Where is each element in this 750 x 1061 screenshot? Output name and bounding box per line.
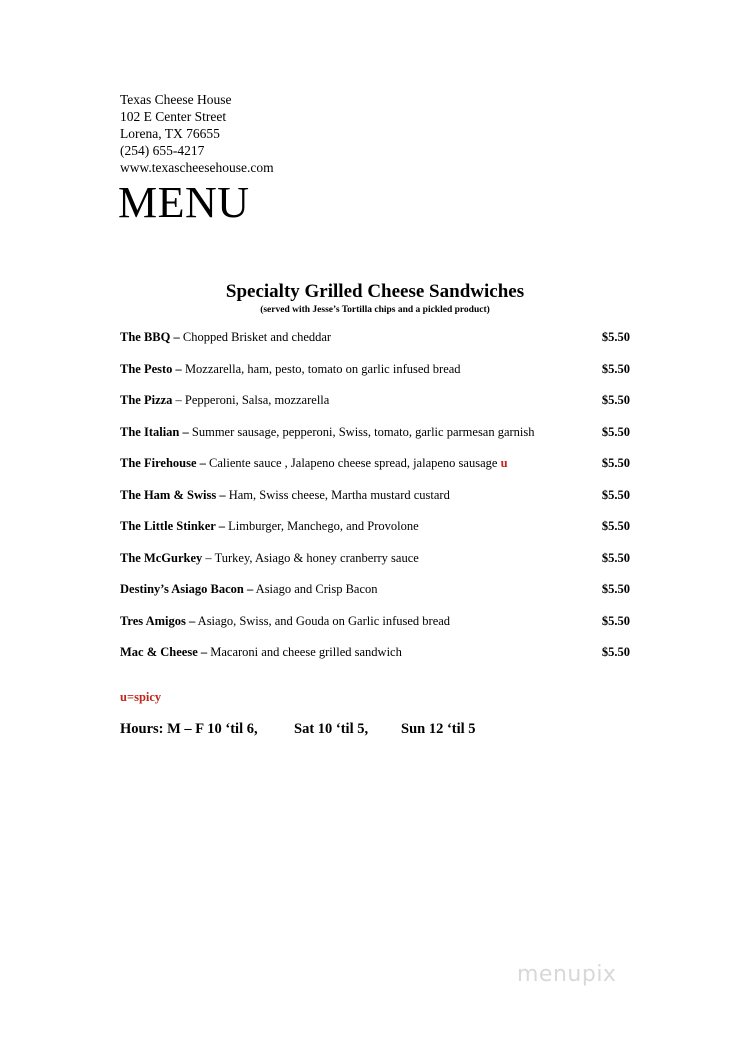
item-description: Caliente sauce , Jalapeno cheese spread, jalapeno sausage [205, 456, 501, 470]
item-description: Macaroni and cheese grilled sandwich [207, 645, 402, 659]
menu-item [120, 486, 630, 518]
restaurant-city: Lorena, TX 76655 [120, 126, 220, 141]
restaurant-phone: (254) 655-4217 [120, 143, 205, 158]
item-name: The Ham & Swiss – [120, 487, 226, 502]
item-description: Asiago and Crisp Bacon [253, 582, 378, 596]
item-name: The BBQ – [120, 330, 180, 344]
menu-item [120, 612, 630, 644]
section-title: Specialty Grilled Cheese Sandwiches [225, 281, 525, 302]
item-price: $5.50 [601, 550, 630, 565]
item-price: $5.50 [601, 487, 630, 502]
item-description: Limburger, Manchego, and Provolone [224, 519, 419, 533]
item-name: The McGurkey [120, 550, 203, 565]
menu-items-list [120, 328, 630, 675]
spicy-marker: u [500, 456, 508, 470]
menu-item [120, 643, 630, 675]
menu-item [120, 549, 630, 581]
menu-item [120, 517, 630, 549]
restaurant-name: Texas Cheese House [120, 92, 232, 107]
item-description: Summer sausage, pepperoni, Swiss, tomato, garlic parmesan garnish [188, 424, 535, 439]
item-description: Ham, Swiss cheese, Martha mustard custard [225, 487, 450, 502]
item-name: Mac & Cheese – [120, 645, 208, 659]
item-price: $5.50 [601, 361, 630, 376]
item-description: – Pepperoni, Salsa, mozzarella [172, 393, 330, 407]
item-price: $5.50 [601, 456, 630, 470]
item-price: $5.50 [601, 613, 630, 628]
menu-item [120, 580, 630, 612]
item-price: $5.50 [601, 424, 630, 439]
item-name: Tres Amigos – [120, 613, 196, 628]
restaurant-address-block [120, 91, 274, 176]
menupix-watermark: menupix [517, 962, 617, 987]
item-price: $5.50 [601, 330, 630, 344]
item-description: – Turkey, Asiago & honey cranberry sauce [202, 550, 419, 565]
menu-item [120, 423, 630, 455]
item-name: The Firehouse – [120, 456, 206, 470]
item-price: $5.50 [601, 519, 630, 533]
item-name: Destiny’s Asiago Bacon – [120, 582, 254, 596]
menu-item [120, 360, 630, 392]
item-name: The Italian – [120, 424, 189, 439]
hours-weekday: Hours: M – F 10 ‘til 6, [120, 721, 258, 737]
hours-sunday: Sun 12 ‘til 5 [401, 721, 476, 737]
hours-line [120, 721, 476, 738]
item-description: Chopped Brisket and cheddar [179, 330, 332, 344]
item-price: $5.50 [601, 582, 630, 596]
restaurant-website: www.texascheesehouse.com [120, 160, 274, 175]
item-name: The Little Stinker – [120, 519, 225, 533]
menu-item [120, 391, 630, 423]
menu-item [120, 454, 630, 486]
item-name: The Pizza [120, 393, 173, 407]
section-subtitle: (served with Jesse’s Tortilla chips and a pickled product) [260, 305, 490, 315]
item-price: $5.50 [601, 393, 630, 407]
menu-item [120, 328, 630, 360]
item-description: Mozzarella, ham, pesto, tomato on garlic infused bread [181, 361, 461, 376]
item-name: The Pesto – [120, 361, 182, 376]
spicy-legend: u=spicy [120, 690, 162, 704]
item-price: $5.50 [601, 645, 630, 659]
item-description: Asiago, Swiss, and Gouda on Garlic infused bread [195, 613, 451, 628]
menu-title: MENU [118, 178, 250, 227]
restaurant-street: 102 E Center Street [120, 109, 227, 124]
hours-saturday: Sat 10 ‘til 5, [294, 721, 369, 737]
